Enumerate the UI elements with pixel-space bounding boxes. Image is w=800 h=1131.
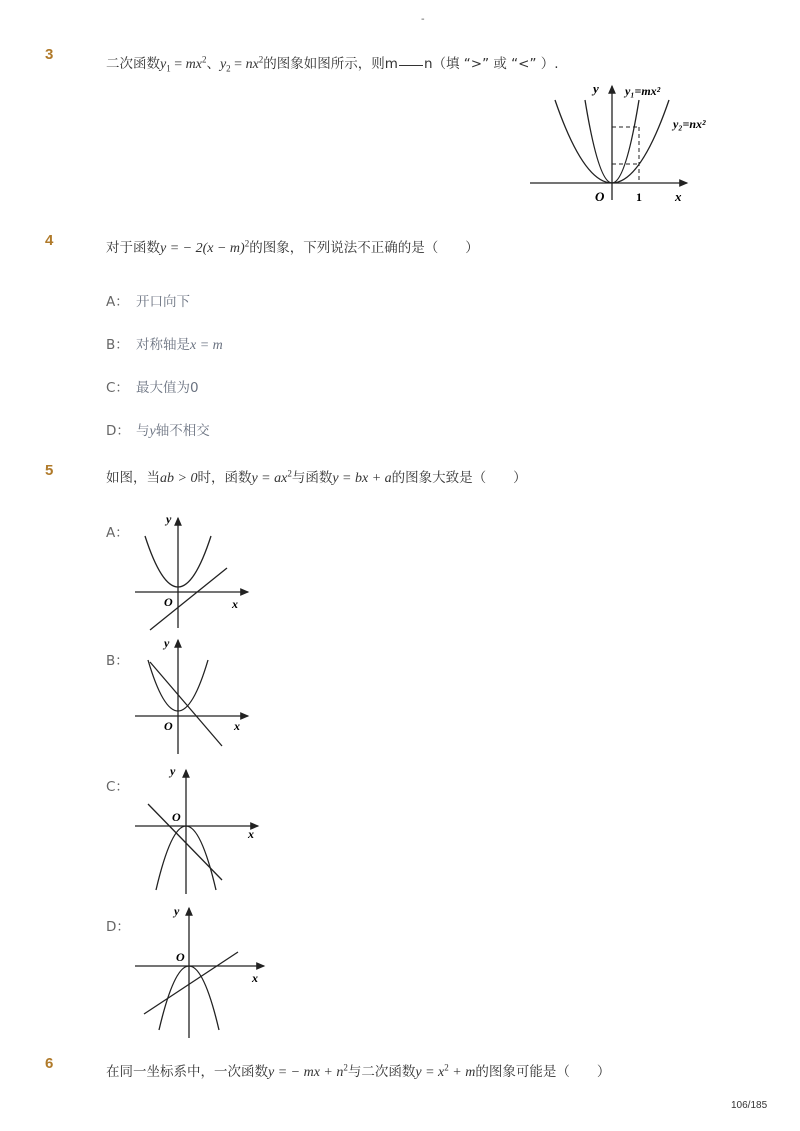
q5-option-a-label[interactable]: A： — [106, 525, 129, 541]
q4-formula-sup: 2 — [244, 238, 250, 249]
q5-f1-sup: 2 — [287, 468, 292, 479]
q4-option-a-key: A： — [106, 294, 129, 310]
q4-option-a-text: 开口向下 — [136, 294, 190, 310]
q6-f2-tail: + m — [448, 1065, 476, 1080]
q6-f2: y = x — [415, 1065, 445, 1080]
q6-f2-sup: 2 — [444, 1062, 449, 1073]
q4-option-d-pre: 与 — [136, 423, 150, 439]
question-number-4: 4 — [45, 232, 54, 249]
q5-text-a: 如图，当 — [106, 470, 160, 486]
q4-formula: y = − 2(x − m) — [160, 241, 245, 256]
q5-f2: y = bx + a — [332, 471, 392, 486]
header-mark: - — [421, 14, 425, 25]
q4-option-b-math: x = m — [190, 338, 223, 353]
q3-curve2-label: y₂=nx² — [673, 117, 706, 131]
q3-x-label: x — [675, 189, 682, 204]
q3-curve1-label: y₁=mx² — [625, 84, 661, 98]
q4-option-d[interactable] — [106, 419, 210, 440]
q4-option-b-key: B： — [106, 337, 129, 353]
q3-f1-sup: 2 — [201, 54, 207, 65]
q5d-origin-label: O — [176, 950, 185, 964]
q4-text-b: 的图象，下列说法不正确的是（ ） — [249, 240, 479, 256]
q4-option-c[interactable] — [106, 376, 199, 396]
q6-text-a: 在同一坐标系中，一次函数 — [106, 1064, 268, 1080]
q3-text-a: 二次函数 — [106, 56, 160, 72]
q5-option-c-label[interactable]: C： — [106, 779, 129, 795]
q6-f1: y = − mx + n — [268, 1065, 344, 1080]
q5-f1: y = ax — [251, 471, 288, 486]
q5-option-b-graph[interactable] — [130, 632, 260, 757]
q6-text-c: 的图象可能是（ ） — [475, 1064, 611, 1080]
q5-cond: ab > 0 — [160, 471, 198, 486]
q3-f1-lhs: y — [160, 57, 167, 72]
q3-origin-label: O — [595, 189, 605, 204]
q5-option-b-label[interactable]: B： — [106, 653, 129, 669]
q3-tick-1: 1 — [636, 190, 642, 204]
q5c-x-label: x — [248, 827, 254, 841]
q4-text-a: 对于函数 — [106, 240, 160, 256]
question-4-stem — [106, 236, 479, 257]
q5-text-c: 与函数 — [291, 470, 333, 486]
q5b-origin-label: O — [164, 719, 173, 733]
q3-text-c: n（填 “>” 或 “<” ）. — [423, 56, 559, 72]
q5a-x-label: x — [232, 597, 238, 611]
q3-y-label: y — [593, 81, 599, 96]
q5b-x-label: x — [234, 719, 240, 733]
page-number: 106/185 — [731, 1100, 768, 1111]
q5-text-d: 的图象大致是（ ） — [391, 470, 527, 486]
q5a-y-label: y — [166, 512, 172, 526]
q4-option-b[interactable] — [106, 333, 223, 354]
q5c-origin-label: O — [172, 810, 181, 824]
q3-sep: 、 — [206, 56, 220, 72]
q4-option-d-key: D： — [106, 423, 130, 439]
q5-option-c-graph[interactable] — [130, 762, 265, 897]
q4-option-b-text: 对称轴是 — [136, 337, 190, 353]
question-5-stem — [106, 466, 527, 487]
question-number-6: 6 — [45, 1055, 54, 1072]
q3-f1-eq: = — [170, 57, 186, 72]
question-6-stem — [106, 1060, 610, 1081]
q5d-x-label: x — [252, 971, 258, 985]
q3-figure — [525, 78, 725, 208]
q5d-y-label: y — [174, 904, 180, 918]
q6-f1-sup: 2 — [343, 1062, 348, 1073]
q3-text-b: 的图象如图所示，则m — [263, 56, 398, 72]
question-3-stem — [106, 52, 559, 73]
q3-f2-sup: 2 — [258, 54, 264, 65]
q5a-origin-label: O — [164, 595, 173, 609]
q5c-y-label: y — [170, 764, 176, 778]
q3-f2-rhs: nx — [245, 57, 259, 72]
q4-option-d-post: 轴不相交 — [155, 423, 210, 439]
q5b-y-label: y — [164, 636, 170, 650]
q5-option-d-label[interactable]: D： — [106, 919, 130, 935]
q3-f1-sub: 1 — [166, 63, 171, 74]
q4-option-d-math: y — [149, 424, 156, 439]
q4-option-c-text: 最大值为0 — [136, 380, 199, 396]
q3-f2-sub: 2 — [226, 63, 231, 74]
q6-text-b: 与二次函数 — [347, 1064, 416, 1080]
question-number-5: 5 — [45, 462, 54, 479]
q5-option-d-graph[interactable] — [130, 902, 270, 1040]
q4-option-c-key: C： — [106, 380, 129, 396]
q5-option-a-graph[interactable] — [130, 508, 260, 633]
q3-f2-eq: = — [230, 57, 246, 72]
q4-option-a[interactable] — [106, 290, 190, 310]
question-number-3: 3 — [45, 46, 54, 63]
q3-f2-lhs: y — [219, 57, 227, 72]
q3-f1-rhs: mx — [185, 57, 202, 72]
answer-blank[interactable] — [399, 63, 423, 66]
q5-text-b: 时，函数 — [197, 470, 252, 486]
